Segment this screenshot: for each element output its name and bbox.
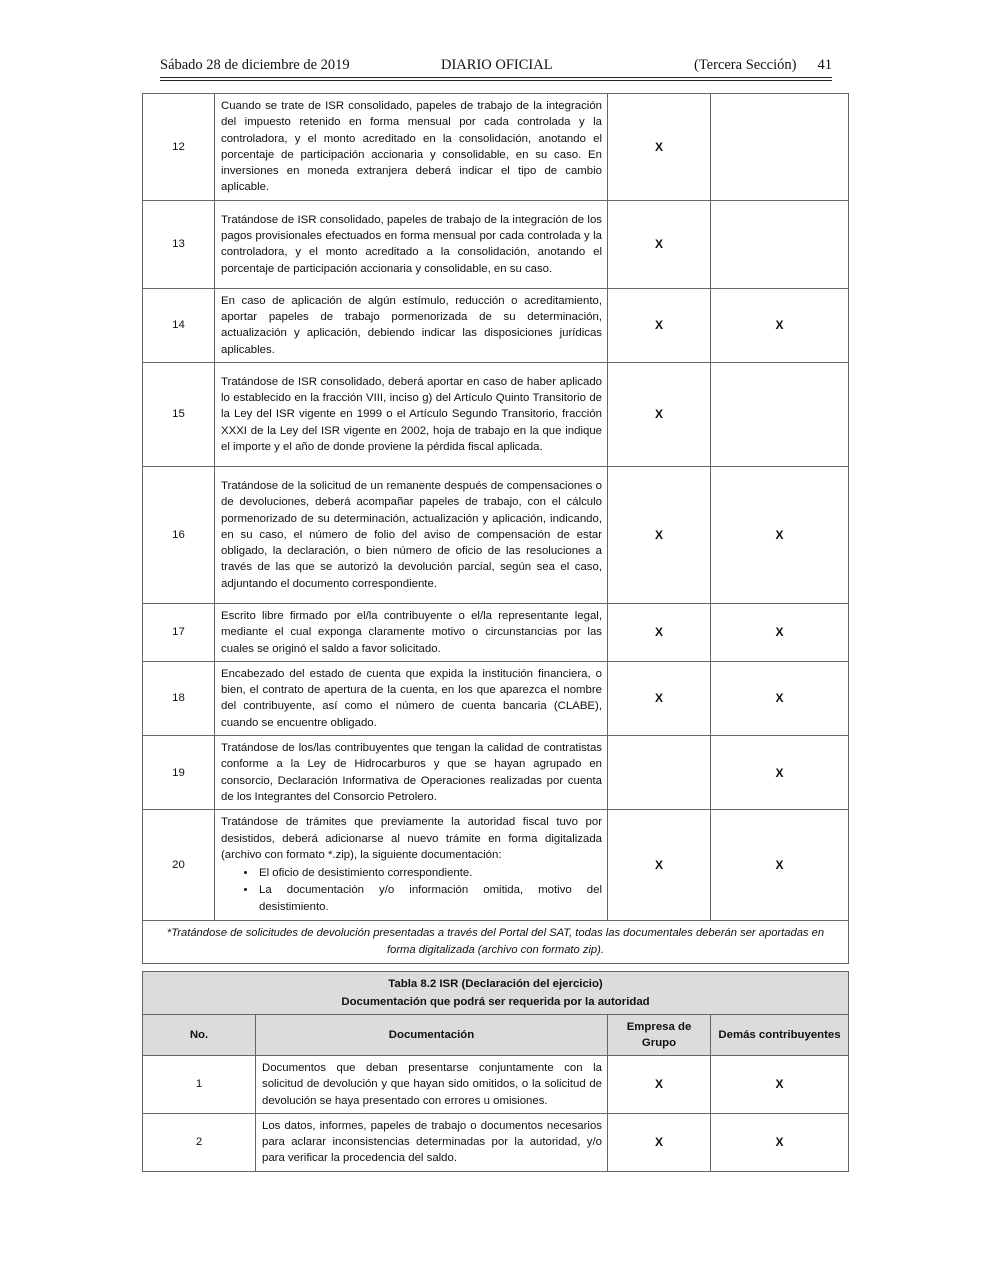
row-description: Tratándose de ISR consolidado, deberá aportar en caso de haber aplicado lo establecido en la fracción VIII, inciso g) del Artículo Quinto Transitorio de la Ley del ISR vigente en 1999 o el Artículo Segundo Transitorio, fracción XXXI de la Ley del ISR vigente en 2002, hoja de trabajo en la que indique el importe y el año de donde proviene la pérdida fiscal aplicada. xyxy=(215,362,608,466)
demas-contribuyentes-mark: X xyxy=(711,603,849,661)
list-item: • La documentación y/o información omitida, motivo del desistimiento. xyxy=(257,882,602,916)
table-8-2-isr xyxy=(142,971,849,1172)
row-number: 15 xyxy=(143,362,215,466)
bullet-list xyxy=(221,865,602,916)
header-section: (Tercera Sección) xyxy=(694,57,797,73)
table-row xyxy=(143,810,849,921)
table-row xyxy=(143,661,849,735)
column-header-documentacion: Documentación xyxy=(256,1015,608,1056)
column-header-empresa-grupo: Empresa de Grupo xyxy=(608,1015,711,1056)
row-description: Los datos, informes, papeles de trabajo o documentos necesarios para aclarar inconsistencias determinadas por la autoridad, y/o para verificar la procedencia del saldo. xyxy=(256,1113,608,1171)
table-header-row xyxy=(143,1015,849,1056)
table-row xyxy=(143,1056,849,1114)
demas-contribuyentes-mark xyxy=(711,362,849,466)
demas-contribuyentes-mark xyxy=(711,200,849,288)
empresa-grupo-mark: X xyxy=(608,1056,711,1114)
header-date: Sábado 28 de diciembre de 2019 xyxy=(160,57,350,73)
row-description: Tratándose de ISR consolidado, papeles de trabajo de la integración de los pagos provisionales efectuados en forma mensual por cada controlada y la controladora, y el monto acreditado a la consolidación, anotando el porcentaje de participación accionaria y consolidable, en su caso. xyxy=(215,200,608,288)
empresa-grupo-mark: X xyxy=(608,200,711,288)
table-row xyxy=(143,466,849,603)
row-description: Tratándose de la solicitud de un remanente después de compensaciones o de devoluciones, deberá acompañar papeles de trabajo, con el cálculo pormenorizado de su determinación, actualización y aplicación, indicando, en su caso, el número de folio del aviso de compensación de estar obligado, la declaración, o bien número de oficio de las resoluciones a través de las que se autorizó la devolución parcial, según sea el caso, adjuntando el documento correspondiente. xyxy=(215,466,608,603)
column-header-no: No. xyxy=(143,1015,256,1056)
header-page-number: 41 xyxy=(817,57,832,73)
table-footnote: *Tratándose de solicitudes de devolución presentadas a través del Portal del SAT, todas las documentales deberán ser aportadas en forma digitalizada (archivo con formato zip). xyxy=(143,921,849,964)
row-number: 18 xyxy=(143,661,215,735)
row-number: 1 xyxy=(143,1056,256,1114)
demas-contribuyentes-mark: X xyxy=(711,288,849,362)
row-number: 17 xyxy=(143,603,215,661)
row-description: Encabezado del estado de cuenta que expida la institución financiera, o bien, el contrato de apertura de la cuenta, en los que aparezca el nombre del contribuyente, así como el número de cuenta bancaria (CLABE), cuando se encuentre obligado. xyxy=(215,661,608,735)
header-publication: DIARIO OFICIAL xyxy=(441,57,553,73)
table-row xyxy=(143,200,849,288)
empresa-grupo-mark: X xyxy=(608,661,711,735)
table-row xyxy=(143,362,849,466)
empresa-grupo-mark xyxy=(608,736,711,810)
demas-contribuyentes-mark: X xyxy=(711,736,849,810)
row-description: Cuando se trate de ISR consolidado, papeles de trabajo de la integración del impuesto retenido en forma mensual por cada controlada y la controladora, y el monto acreditado en la consolidación, anotando el porcentaje de participación accionaria y consolidable, en su caso. En inversiones en moneda extranjera deberá indicar el tipo de cambio aplicable. xyxy=(215,94,608,201)
row-description: Tratándose de los/las contribuyentes que tengan la calidad de contratistas conforme a la Ley de Hidrocarburos y que se hayan agrupado en consorcio, Declaración Informativa de Operaciones realizadas por cuenta de los Integrantes del Consorcio Petrolero. xyxy=(215,736,608,810)
row-number: 13 xyxy=(143,200,215,288)
requirements-table-continued xyxy=(142,93,849,964)
table-subtitle-line: Documentación que podrá ser requerida por la autoridad xyxy=(341,996,650,1008)
demas-contribuyentes-mark: X xyxy=(711,661,849,735)
row-number: 14 xyxy=(143,288,215,362)
page-header xyxy=(160,56,832,78)
table-row xyxy=(143,603,849,661)
table-row xyxy=(143,94,849,201)
table-title-row xyxy=(143,972,849,1015)
row-number: 2 xyxy=(143,1113,256,1171)
empresa-grupo-mark: X xyxy=(608,1113,711,1171)
demas-contribuyentes-mark xyxy=(711,94,849,201)
demas-contribuyentes-mark: X xyxy=(711,810,849,921)
table-row xyxy=(143,288,849,362)
row-description xyxy=(215,810,608,921)
empresa-grupo-mark: X xyxy=(608,362,711,466)
demas-contribuyentes-mark: X xyxy=(711,466,849,603)
row-number: 20 xyxy=(143,810,215,921)
row-description: Escrito libre firmado por el/la contribuyente o el/la representante legal, mediante el cual exponga claramente motivo o circunstancias por las cuales se originó el saldo a favor solicitado. xyxy=(215,603,608,661)
demas-contribuyentes-mark: X xyxy=(711,1056,849,1114)
table-row xyxy=(143,736,849,810)
row-number: 19 xyxy=(143,736,215,810)
header-rule xyxy=(160,77,832,78)
table-row xyxy=(143,1113,849,1171)
header-rule xyxy=(160,80,832,81)
empresa-grupo-mark: X xyxy=(608,288,711,362)
empresa-grupo-mark: X xyxy=(608,603,711,661)
list-item: • El oficio de desistimiento correspondiente. xyxy=(257,865,602,882)
empresa-grupo-mark: X xyxy=(608,466,711,603)
empresa-grupo-mark: X xyxy=(608,810,711,921)
row-description: Documentos que deban presentarse conjuntamente con la solicitud de devolución y que hayan sido omitidos, o la solicitud de devolución se haya presentado con errores u omisiones. xyxy=(256,1056,608,1114)
row-number: 16 xyxy=(143,466,215,603)
table-title xyxy=(143,972,849,1015)
table-title-line: Tabla 8.2 ISR (Declaración del ejercicio) xyxy=(388,978,603,990)
row-number: 12 xyxy=(143,94,215,201)
empresa-grupo-mark: X xyxy=(608,94,711,201)
demas-contribuyentes-mark: X xyxy=(711,1113,849,1171)
row-description-text: Tratándose de trámites que previamente la autoridad fiscal tuvo por desistidos, deberá adicionarse al nuevo trámite en forma digitalizada (archivo con formato *.zip), la siguiente documentación: xyxy=(221,816,602,861)
column-header-demas-contribuyentes: Demás contribuyentes xyxy=(711,1015,849,1056)
row-description: En caso de aplicación de algún estímulo, reducción o acreditamiento, aportar papeles de trabajo pormenorizada de su determinación, actualización y aplicación, debiendo indicar las disposiciones jurídicas aplicables. xyxy=(215,288,608,362)
table-footnote-row xyxy=(143,921,849,964)
